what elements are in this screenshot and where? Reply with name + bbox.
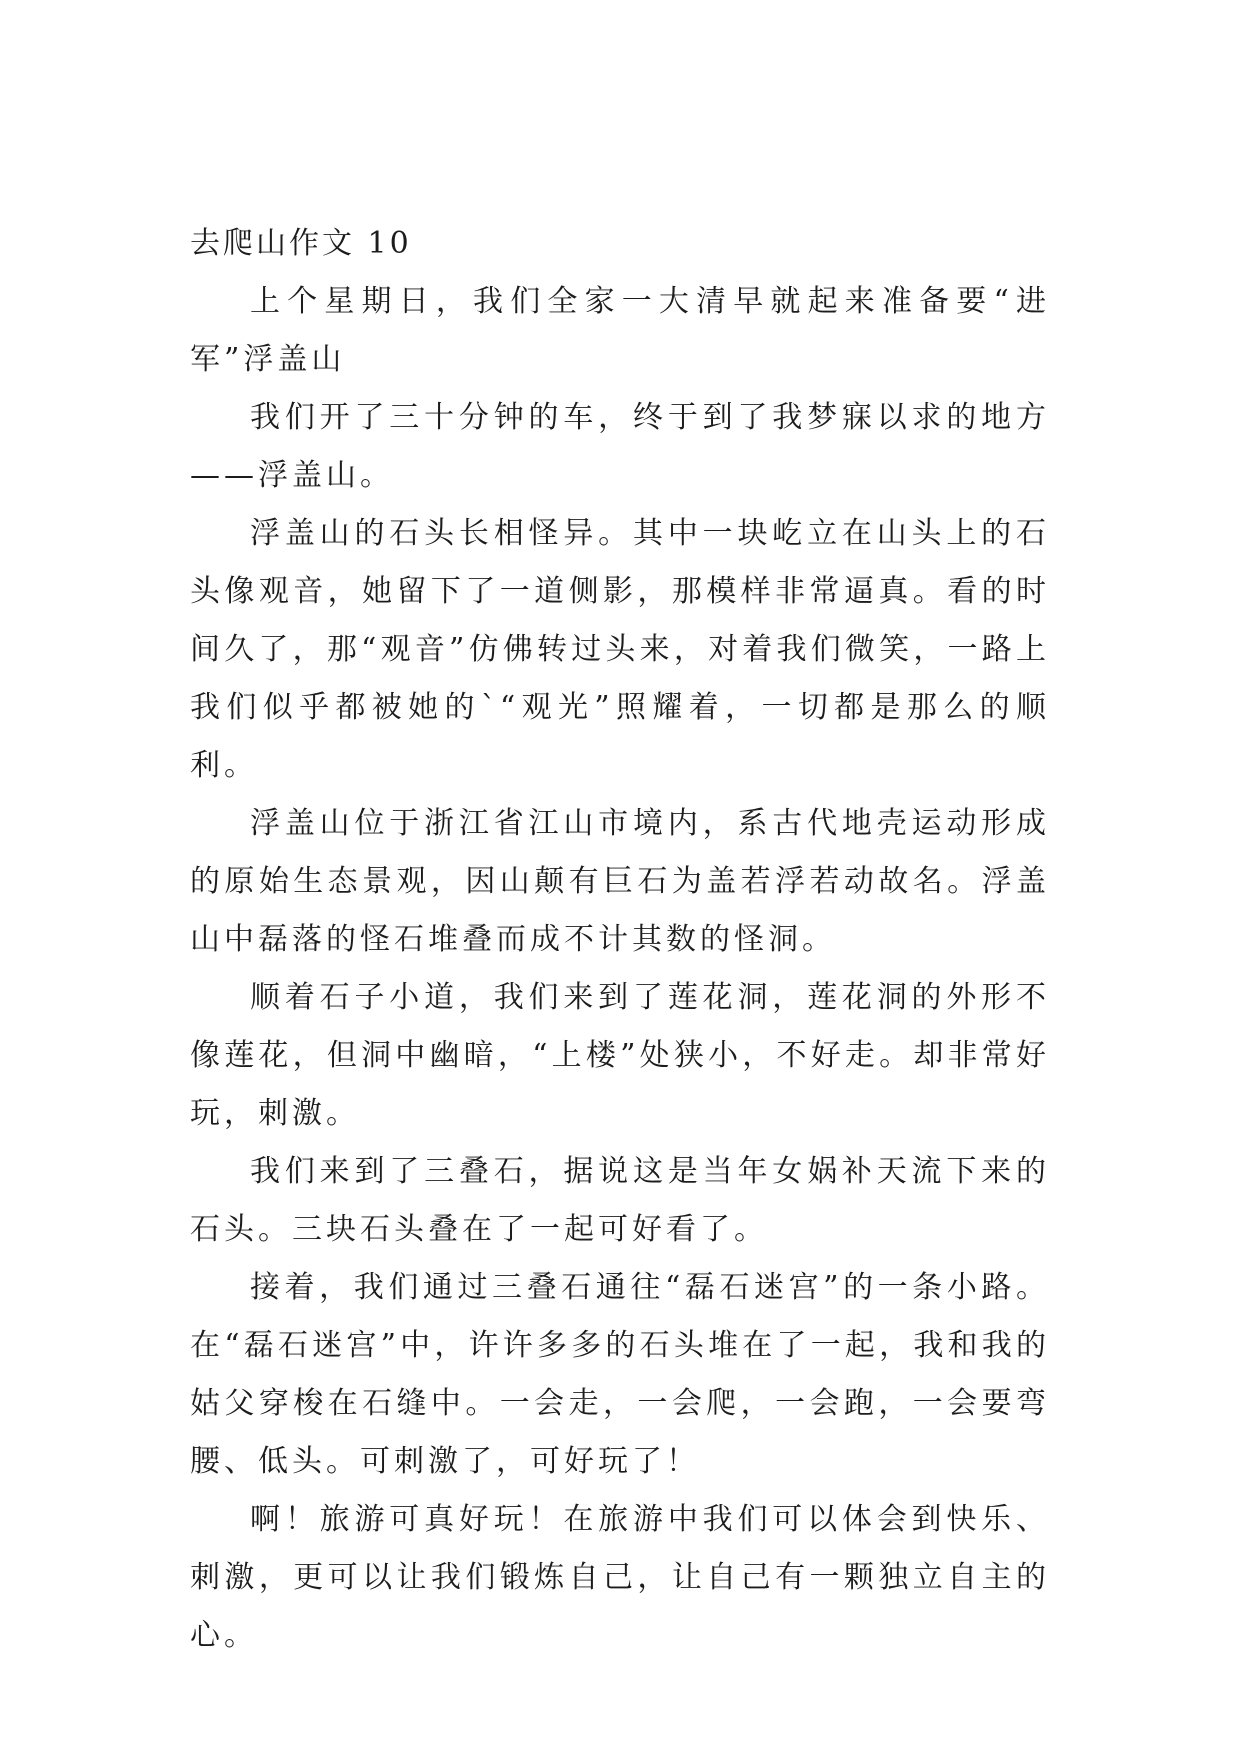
paragraph-2: 我们开了三十分钟的车，终于到了我梦寐以求的地方——浮盖山。 xyxy=(190,400,1050,493)
paragraph-6: 我们来到了三叠石，据说这是当年女娲补天流下来的石头。三块石头叠在了一起可好看了。 xyxy=(190,1154,1050,1247)
paragraph-1: 上个星期日，我们全家一大清早就起来准备要“进军”浮盖山 xyxy=(190,284,1050,377)
essay-title: 去爬山作文 10 xyxy=(190,226,412,261)
paragraph-7: 接着，我们通过三叠石通往“磊石迷宫”的一条小路。在“磊石迷宫”中，许许多多的石头堆在了一起，我和我的姑父穿梭在石缝中。一会走，一会爬，一会跑，一会要弯腰、低头。可刺激了，可好玩了！ xyxy=(190,1270,1050,1479)
paragraph-8: 啊！旅游可真好玩！在旅游中我们可以体会到快乐、刺激，更可以让我们锻炼自己，让自己有一颗独立自主的心。 xyxy=(190,1502,1050,1653)
essay-body xyxy=(190,215,1050,1665)
paragraph-5: 顺着石子小道，我们来到了莲花洞，莲花洞的外形不像莲花，但洞中幽暗，“上楼”处狭小，不好走。却非常好玩，刺激。 xyxy=(190,980,1050,1131)
paragraph-4: 浮盖山位于浙江省江山市境内，系古代地壳运动形成的原始生态景观，因山颠有巨石为盖若浮若动故名。浮盖山中磊落的怪石堆叠而成不计其数的怪洞。 xyxy=(190,806,1050,957)
paragraph-3: 浮盖山的石头长相怪异。其中一块屹立在山头上的石头像观音，她留下了一道侧影，那模样非常逼真。看的时间久了，那“观音”仿佛转过头来，对着我们微笑，一路上我们似乎都被她的`“观光”照耀着，一切都是那么的顺利。 xyxy=(190,516,1050,783)
